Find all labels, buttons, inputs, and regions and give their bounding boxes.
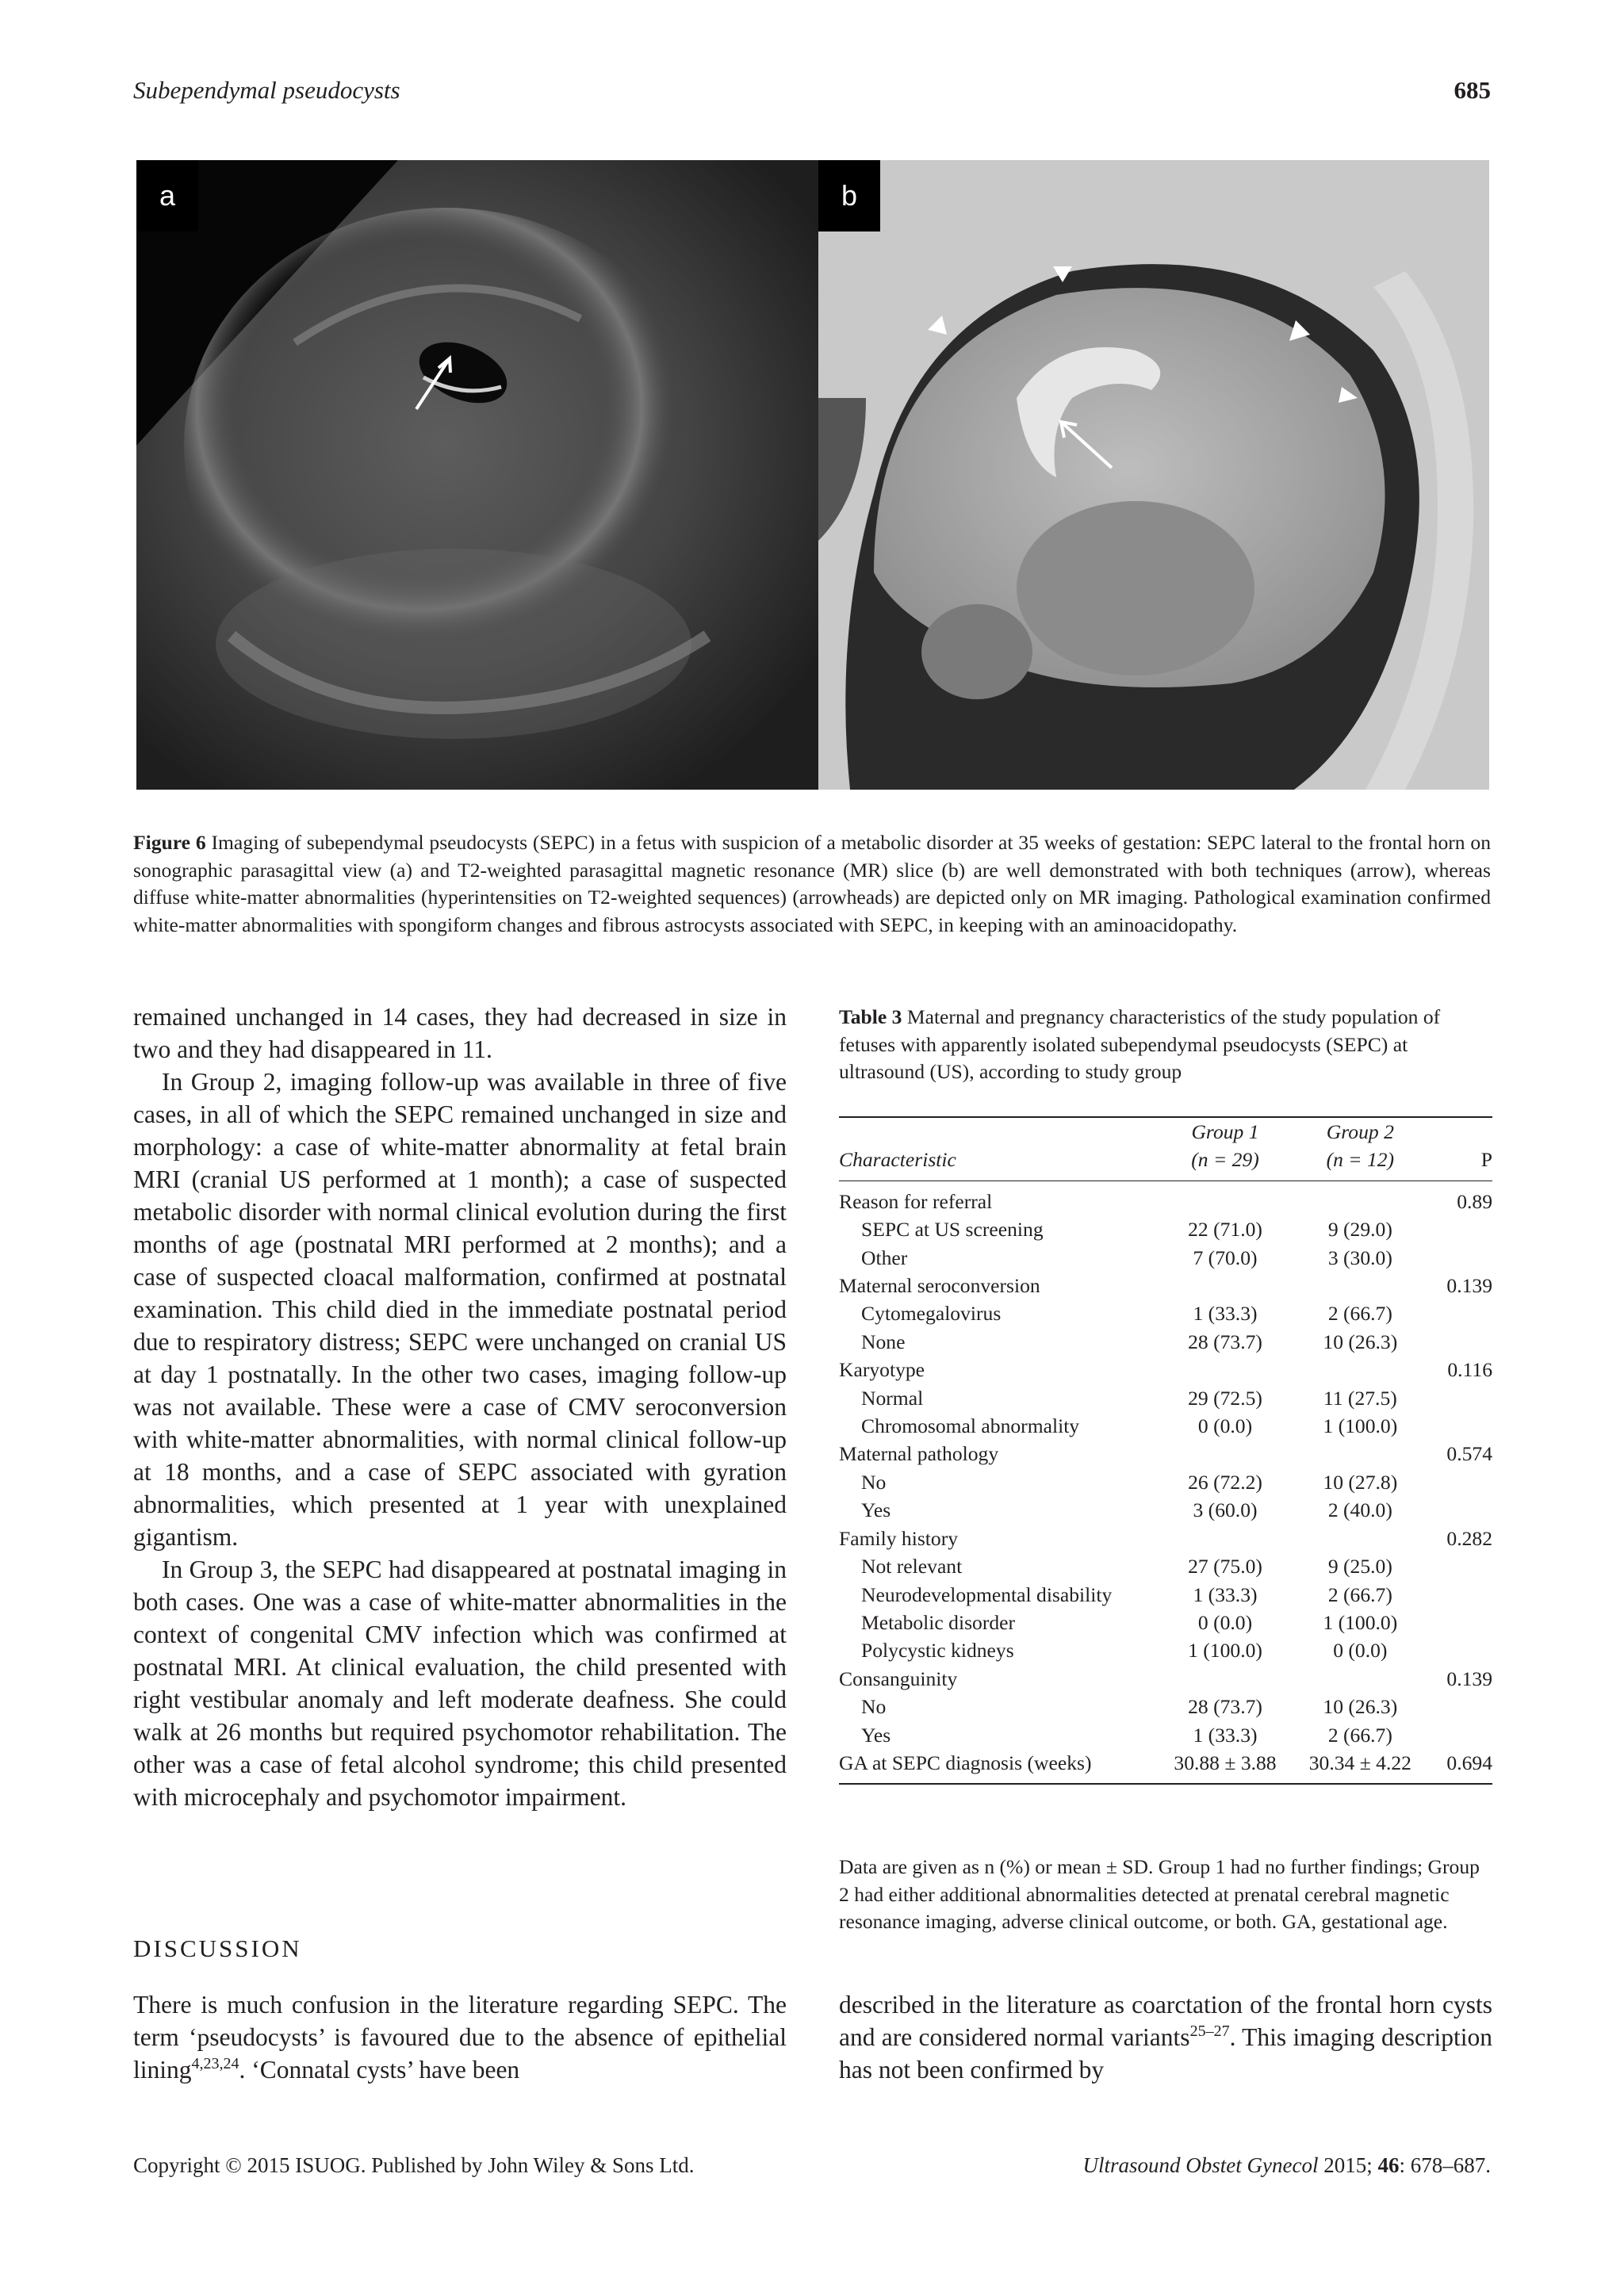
cell-group2 <box>1288 1609 1432 1636</box>
cell-characteristic-text: Not relevant <box>861 1555 963 1578</box>
col-header-group2-n: (n = 12) <box>1288 1146 1432 1181</box>
table-row <box>839 1272 1492 1299</box>
cell-group1-text: 26 (72.2) <box>1188 1470 1262 1494</box>
cell-p <box>1432 1272 1492 1299</box>
cell-characteristic-text: Polycystic kidneys <box>861 1639 1014 1663</box>
section-heading: DISCUSSION <box>133 1934 302 1962</box>
cell-group1 <box>1162 1636 1289 1664</box>
col-header-group2: Group 2 <box>1288 1117 1432 1146</box>
cell-p <box>1432 1721 1492 1749</box>
cell-group1-text: 22 (71.0) <box>1188 1218 1262 1242</box>
cell-p <box>1432 1384 1492 1412</box>
cell-characteristic-text: Cytomegalovirus <box>861 1302 1002 1326</box>
cell-group1 <box>1162 1581 1289 1609</box>
panel-b-label: b <box>818 160 880 232</box>
cell-p <box>1432 1581 1492 1609</box>
cell-group2-text: 2 (40.0) <box>1327 1498 1392 1522</box>
cell-characteristic-text: Family history <box>839 1526 959 1550</box>
ultrasound-image <box>136 160 818 790</box>
cell-characteristic-text: Maternal pathology <box>839 1442 999 1466</box>
cell-characteristic <box>839 1525 1162 1552</box>
cell-characteristic <box>839 1272 1162 1299</box>
table-row <box>839 1525 1492 1552</box>
cell-characteristic <box>839 1181 1162 1215</box>
table-row <box>839 1609 1492 1636</box>
cell-group2-text: 2 (66.7) <box>1327 1723 1392 1747</box>
table-row <box>839 1496 1492 1524</box>
cell-characteristic <box>839 1721 1162 1749</box>
cell-p-text: 0.694 <box>1446 1751 1492 1774</box>
cell-characteristic <box>839 1384 1162 1412</box>
cell-group2 <box>1288 1693 1432 1720</box>
cell-group1-text: 1 (33.3) <box>1193 1302 1258 1326</box>
cell-group1 <box>1162 1440 1289 1468</box>
cell-group1 <box>1162 1496 1289 1524</box>
cell-characteristic-text: SEPC at US screening <box>861 1218 1044 1242</box>
citation-year: 2015; <box>1318 2153 1378 2177</box>
paragraph: In Group 2, imaging follow-up was available in three of five cases, in all of which the SEPC remained unchanged in size and morphology: a case of white-matter abnormality at fetal brain MRI (cranial US performed at 1 month); a case of suspected metabolic disorder with normal clinical evolution during the first months of age (postnatal MRI performed at 2 months); and a case of suspected cloacal malformation, confirmed at postnatal examination. This child died in the immediate postnatal period due to respiratory distress; SEPC were unchanged on cranial US at day 1 postnatally. In the other two cases, imaging follow-up was not available. These were a case of CMV seroconversion with white-matter abnormalities, with normal clinical follow-up at 18 months, and a case of SEPC associated with gyration abnormalities, which presented at 1 year with unexplained gigantism. <box>133 1068 787 1551</box>
table-row <box>839 1440 1492 1468</box>
cell-characteristic-text: Consanguinity <box>839 1667 958 1690</box>
cell-group1 <box>1162 1721 1289 1749</box>
cell-group1-text: 0 (0.0) <box>1197 1414 1253 1438</box>
table-row <box>839 1552 1492 1580</box>
cell-group1-text: 29 (72.5) <box>1188 1386 1262 1410</box>
cell-p <box>1432 1552 1492 1580</box>
cell-group2-text: 10 (26.3) <box>1323 1330 1398 1353</box>
cell-characteristic <box>839 1749 1162 1784</box>
cell-group1 <box>1162 1215 1289 1243</box>
discussion-text-left <box>133 1988 787 2086</box>
cell-group2-text: 1 (100.0) <box>1323 1610 1398 1634</box>
body-text-left <box>133 1001 787 1813</box>
table-row <box>839 1665 1492 1693</box>
cell-group2 <box>1288 1384 1432 1412</box>
cell-group2 <box>1288 1299 1432 1327</box>
table-row <box>839 1468 1492 1496</box>
cell-characteristic <box>839 1552 1162 1580</box>
cell-group1 <box>1162 1665 1289 1693</box>
cell-p <box>1432 1412 1492 1440</box>
running-title: Subependymal pseudocysts <box>133 76 400 104</box>
cell-group1-text: 28 (73.7) <box>1188 1695 1262 1719</box>
discussion-text: There is much confusion in the literature regarding SEPC. The term ‘pseudocysts’ is favoured due to the absence of epithelial lining <box>133 1991 787 2084</box>
col-header-group1-n: (n = 29) <box>1162 1146 1289 1181</box>
cell-group2-text: 1 (100.0) <box>1323 1414 1398 1438</box>
cell-characteristic-text: No <box>861 1695 887 1719</box>
cell-p <box>1432 1496 1492 1524</box>
cell-group2 <box>1288 1552 1432 1580</box>
ultrasound-panel <box>136 160 818 790</box>
cell-group2-text: 2 (66.7) <box>1327 1582 1392 1606</box>
cell-group1-text: 28 (73.7) <box>1188 1330 1262 1353</box>
cell-characteristic <box>839 1356 1162 1383</box>
cell-p <box>1432 1356 1492 1383</box>
cell-group1 <box>1162 1412 1289 1440</box>
cell-p <box>1432 1693 1492 1720</box>
paragraph: In Group 3, the SEPC had disappeared at postnatal imaging in both cases. One was a case of white-matter abnormalities in the context of congenital CMV infection which was confirmed at postnatal MRI. At clinical evaluation, the child presented with right vestibular anomaly and left moderate deafness. She could walk at 26 months but required psychomotor rehabilitation. The other was a case of fetal alcohol syndrome; this child presented with microcephaly and psychomotor impairment. <box>133 1556 787 1811</box>
discussion-text-right <box>839 1988 1492 2086</box>
cell-group2 <box>1288 1721 1432 1749</box>
cell-group1 <box>1162 1384 1289 1412</box>
figure-6 <box>136 160 1489 790</box>
cell-group1 <box>1162 1552 1289 1580</box>
cell-group1 <box>1162 1244 1289 1272</box>
cell-group2-text: 10 (26.3) <box>1323 1695 1398 1719</box>
cell-group1 <box>1162 1468 1289 1496</box>
cell-characteristic-text: Yes <box>861 1498 891 1522</box>
cell-group1-text: 7 (70.0) <box>1193 1246 1258 1269</box>
figure-caption-text: Imaging of subependymal pseudocysts (SEPC) in a fetus with suspicion of a metabolic disorder at 35 weeks of gestation: SEPC lateral to the frontal horn on sonographic parasagittal view (a) and T2-weighted parasagittal magnetic resonance (MR) slice (b) are well demonstrated with both techniques (arrow), whereas diffuse white-matter abnormalities (hyperintensities on T2-weighted sequences) (arrowheads) are depicted only on MR imaging. Pathological examination confirmed white-matter abnormalities with spongiform changes and fibrous astrocysts associated with SEPC, in keeping with an aminoacidopathy. <box>133 831 1491 936</box>
cell-group2-text: 9 (25.0) <box>1327 1555 1392 1578</box>
cell-characteristic <box>839 1636 1162 1664</box>
cell-group1-text: 1 (33.3) <box>1193 1582 1258 1606</box>
discussion-text: . ‘Connatal cysts’ have been <box>239 2056 520 2084</box>
discussion-text: described in the literature as coarctation of the frontal horn cysts and are considered normal variants <box>839 1991 1492 2051</box>
table-row <box>839 1581 1492 1609</box>
table-3 <box>839 1116 1492 1785</box>
cell-group1 <box>1162 1181 1289 1215</box>
cell-p-text: 0.282 <box>1446 1526 1492 1550</box>
cell-p <box>1432 1440 1492 1468</box>
cell-group2 <box>1288 1356 1432 1383</box>
cell-characteristic <box>839 1468 1162 1496</box>
cell-group1-text: 1 (100.0) <box>1188 1639 1262 1663</box>
cell-p-text: 0.139 <box>1446 1667 1492 1690</box>
cell-characteristic <box>839 1609 1162 1636</box>
col-header-group1: Group 1 <box>1162 1117 1289 1146</box>
cell-characteristic <box>839 1496 1162 1524</box>
citation: 25–27 <box>1189 2022 1230 2040</box>
mri-image <box>818 160 1489 790</box>
cell-group2-text: 3 (30.0) <box>1327 1246 1392 1269</box>
table-caption-label: Table 3 <box>839 1005 902 1028</box>
cell-group1-text: 30.88 ± 3.88 <box>1174 1751 1277 1774</box>
cell-p <box>1432 1244 1492 1272</box>
cell-characteristic-text: Reason for referral <box>839 1189 993 1213</box>
cell-group2 <box>1288 1272 1432 1299</box>
figure-caption-label: Figure 6 <box>133 831 206 854</box>
citation: 4,23,24 <box>191 2055 239 2072</box>
cell-characteristic <box>839 1215 1162 1243</box>
cell-group2 <box>1288 1496 1432 1524</box>
cell-characteristic-text: Neurodevelopmental disability <box>861 1582 1113 1606</box>
cell-p <box>1432 1299 1492 1327</box>
cell-characteristic-text: GA at SEPC diagnosis (weeks) <box>839 1751 1092 1774</box>
cell-characteristic-text: Maternal seroconversion <box>839 1274 1040 1298</box>
cell-p-text: 0.89 <box>1457 1189 1492 1213</box>
cell-characteristic <box>839 1665 1162 1693</box>
table-row <box>839 1384 1492 1412</box>
cell-group2 <box>1288 1215 1432 1243</box>
mri-panel <box>818 160 1489 790</box>
cell-p-text: 0.574 <box>1446 1442 1492 1466</box>
table-row <box>839 1244 1492 1272</box>
cell-group2 <box>1288 1525 1432 1552</box>
cell-p <box>1432 1749 1492 1784</box>
paragraph: remained unchanged in 14 cases, they had decreased in size in two and they had disappeared in 11. <box>133 1003 787 1063</box>
cell-group1-text: 3 (60.0) <box>1193 1498 1258 1522</box>
col-header-characteristic: Characteristic <box>839 1146 1162 1181</box>
footer-citation <box>1083 2153 1492 2178</box>
cell-group1 <box>1162 1749 1289 1784</box>
table-row <box>839 1181 1492 1215</box>
cell-group2-text: 30.34 ± 4.22 <box>1308 1751 1411 1774</box>
cell-p-text: 0.116 <box>1447 1358 1492 1382</box>
cell-group2 <box>1288 1636 1432 1664</box>
cell-group1 <box>1162 1609 1289 1636</box>
cell-group2 <box>1288 1440 1432 1468</box>
cell-p <box>1432 1665 1492 1693</box>
cell-p-text: 0.139 <box>1446 1274 1492 1298</box>
cell-characteristic-text: Metabolic disorder <box>861 1610 1016 1634</box>
cell-p <box>1432 1215 1492 1243</box>
cell-group1-text: 27 (75.0) <box>1188 1555 1262 1578</box>
cell-group2 <box>1288 1665 1432 1693</box>
table-footnote: Data are given as n (%) or mean ± SD. Group 1 had no further findings; Group 2 had either additional abnormalities detected at prenatal cerebral magnetic resonance imaging, adverse clinical outcome, or both. GA, gestational age. <box>839 1855 1480 1933</box>
cell-group2 <box>1288 1468 1432 1496</box>
cell-characteristic-text: Other <box>861 1246 908 1269</box>
cell-group2 <box>1288 1244 1432 1272</box>
table-row <box>839 1412 1492 1440</box>
cell-p <box>1432 1468 1492 1496</box>
cell-group2 <box>1288 1328 1432 1356</box>
cell-characteristic-text: No <box>861 1470 887 1494</box>
panel-a-label: a <box>136 160 198 232</box>
cell-p <box>1432 1525 1492 1552</box>
footer-copyright: Copyright © 2015 ISUOG. Published by John Wiley & Sons Ltd. <box>133 2153 695 2177</box>
cell-characteristic-text: Chromosomal abnormality <box>861 1414 1080 1438</box>
table-row <box>839 1693 1492 1720</box>
cell-group2 <box>1288 1181 1432 1215</box>
cell-characteristic <box>839 1244 1162 1272</box>
cell-characteristic <box>839 1412 1162 1440</box>
cell-group1 <box>1162 1328 1289 1356</box>
table-row <box>839 1636 1492 1664</box>
cell-characteristic <box>839 1299 1162 1327</box>
page-range: : 678–687. <box>1399 2153 1491 2177</box>
col-header-p: P <box>1432 1146 1492 1181</box>
table-row <box>839 1749 1492 1784</box>
cell-characteristic <box>839 1440 1162 1468</box>
page-number: 685 <box>1454 76 1491 104</box>
cell-characteristic <box>839 1693 1162 1720</box>
data-table <box>839 1116 1492 1785</box>
cell-group1 <box>1162 1272 1289 1299</box>
cell-characteristic <box>839 1581 1162 1609</box>
table-caption <box>839 1004 1492 1086</box>
cell-group2-text: 9 (29.0) <box>1327 1218 1392 1242</box>
cell-group2 <box>1288 1581 1432 1609</box>
cell-group2-text: 10 (27.8) <box>1323 1470 1398 1494</box>
table-row <box>839 1215 1492 1243</box>
cell-group2-text: 11 (27.5) <box>1323 1386 1397 1410</box>
volume: 46 <box>1377 2153 1400 2177</box>
table-caption-text: Maternal and pregnancy characteristics of the study population of fetuses with apparently isolated subependymal pseudocysts (SEPC) at ultrasound (US), according to study group <box>839 1005 1441 1083</box>
table-row <box>839 1356 1492 1383</box>
cell-characteristic-text: Normal <box>861 1386 924 1410</box>
cell-characteristic <box>839 1328 1162 1356</box>
cell-group1 <box>1162 1299 1289 1327</box>
cell-characteristic-text: Karyotype <box>839 1358 925 1382</box>
discussion-text: . This imaging description has not been confirmed by <box>839 2023 1492 2084</box>
cell-characteristic-text: None <box>861 1330 906 1353</box>
cell-group1-text: 0 (0.0) <box>1197 1610 1253 1634</box>
cell-group2-text: 0 (0.0) <box>1333 1639 1388 1663</box>
cell-p <box>1432 1636 1492 1664</box>
cell-group1 <box>1162 1356 1289 1383</box>
cell-group2 <box>1288 1749 1432 1784</box>
cell-group2-text: 2 (66.7) <box>1327 1302 1392 1326</box>
figure-caption <box>133 829 1491 939</box>
cell-p <box>1432 1328 1492 1356</box>
cell-group1-text: 1 (33.3) <box>1193 1723 1258 1747</box>
cell-group1 <box>1162 1525 1289 1552</box>
cell-group1 <box>1162 1693 1289 1720</box>
table-row <box>839 1328 1492 1356</box>
table-row <box>839 1721 1492 1749</box>
cell-group2 <box>1288 1412 1432 1440</box>
journal-name: Ultrasound Obstet Gynecol <box>1082 2153 1319 2177</box>
cell-characteristic-text: Yes <box>861 1723 891 1747</box>
table-row <box>839 1299 1492 1327</box>
cell-p <box>1432 1609 1492 1636</box>
cell-p <box>1432 1181 1492 1215</box>
